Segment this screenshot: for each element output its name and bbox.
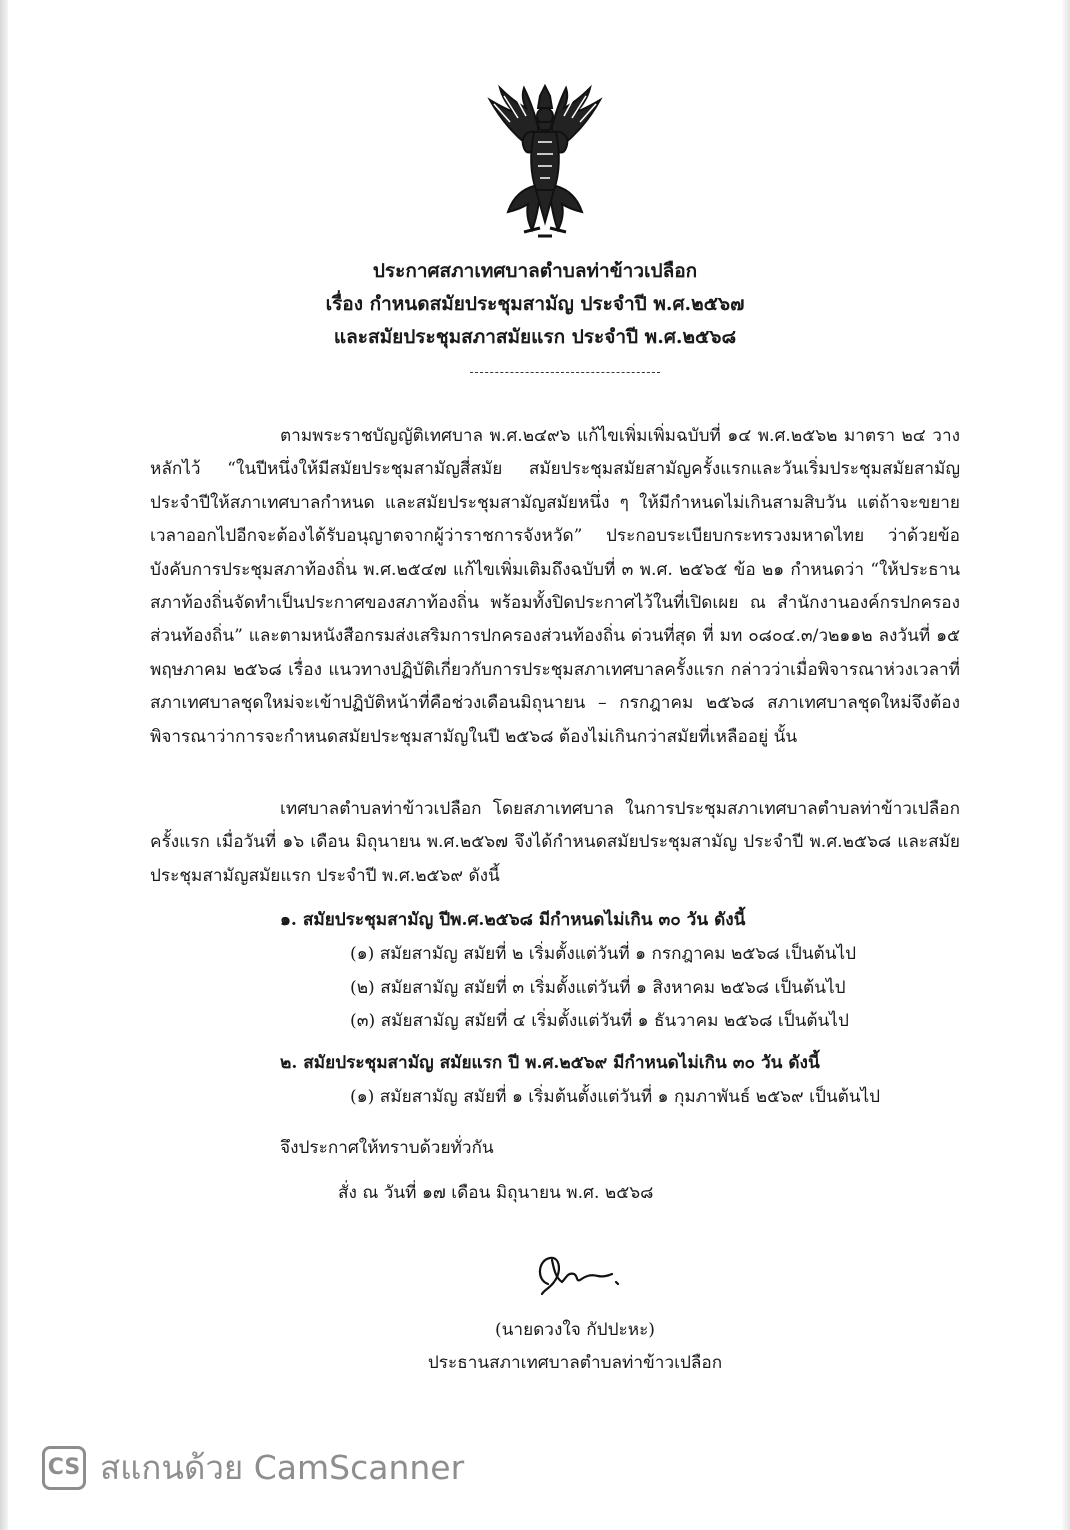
watermark-text: สแกนด้วย CamScanner	[100, 1448, 465, 1487]
section-2-item-1: (๑) สมัยสามัญ สมัยที่ ๑ เริ่มต้นตั้งแต่วันที่ ๑ กุมภาพันธ์ ๒๕๖๙ เป็นต้นไป	[350, 1087, 881, 1107]
handwritten-signature-icon	[528, 1250, 628, 1296]
scan-edge-left	[0, 0, 8, 1530]
section-1-heading: ๑. สมัยประชุมสามัญ ปีพ.ศ.๒๕๖๘ มีกำหนดไม่เกิน ๓๐ วัน ดังนี้	[280, 910, 746, 930]
camscanner-logo-icon: CS	[42, 1446, 86, 1490]
signer-name: (นายดวงใจ กัปปะหะ)	[494, 1320, 656, 1340]
section-1-item-1: (๑) สมัยสามัญ สมัยที่ ๒ เริ่มตั้งแต่วันที่ ๑ กรกฎาคม ๒๕๖๘ เป็นต้นไป	[350, 944, 857, 964]
section-2-heading: ๒. สมัยประชุมสามัญ สมัยแรก ปี พ.ศ.๒๕๖๙ มีกำหนดไม่เกิน ๓๐ วัน ดังนี้	[280, 1053, 820, 1073]
issue-date: สั่ง ณ วันที่ ๑๗ เดือน มิถุนายน พ.ศ. ๒๕๖๘	[338, 1183, 654, 1203]
signer-position: ประธานสภาเทศบาลตำบลท่าข้าวเปลือก	[427, 1353, 723, 1373]
closing-statement: จึงประกาศให้ทราบด้วยทั่วกัน	[280, 1138, 494, 1158]
body-paragraph-1-text: ตามพระราชบัญญัติเทศบาล พ.ศ.๒๔๙๖ แก้ไขเพิ่มเพิ่มฉบับที่ ๑๔ พ.ศ.๒๕๖๒ มาตรา ๒๔ วางหลักไว้ “ในปีหนึ่งให้มีสมัยประชุมสามัญสี่สมัย สมัยประชุมสมัยสามัญครั้งแรกและวันเริ่มประชุมสมัยสามัญประจำปีให้สภาเทศบาลกำหนด และสมัยประชุมสามัญสมัยหนึ่ง ๆ ให้มีกำหนดไม่เกินสามสิบวัน แต่ถ้าจะขยายเวลาออกไปอีกจะต้องได้รับอนุญาตจากผู้ว่าราชการจังหวัด” ประกอบระเบียบกระทรวงมหาดไทย ว่าด้วยข้อบังคับการประชุมสภาท้องถิ่น พ.ศ.๒๕๔๗ แก้ไขเพิ่มเติมถึงฉบับที่ ๓ พ.ศ. ๒๕๖๕ ข้อ ๒๑ กำหนดว่า “ให้ประธานสภาท้องถิ่นจัดทำเป็นประกาศของสภาท้องถิ่น พร้อมทั้งปิดประกาศไว้ในที่เปิดเผย ณ สำนักงานองค์กรปกครองส่วนท้องถิ่น” และตามหนังสือกรมส่งเสริมการปกครองส่วนท้องถิ่น ด่วนที่สุด ที่ มท ๐๘๐๔.๓/ว๒๑๑๒ ลงวันที่ ๑๕ พฤษภาคม ๒๕๖๘ เรื่อง แนวทางปฏิบัติเกี่ยวกับการประชุมสภาเทศบาลครั้งแรก กล่าวว่าเมื่อพิจารณาห่วงเวลาที่สภาเทศบาลชุดใหม่จะเข้าปฏิบัติหน้าที่คือช่วงเดือนมิถุนายน – กรกฎาคม ๒๕๖๘ สภาเทศบาลชุดใหม่จึงต้องพิจารณาว่าการจะกำหนดสมัยประชุมสามัญในปี ๒๕๖๘ ต้องไม่เกินกว่าสมัยที่เหลืออยู่ นั้น	[150, 426, 960, 747]
body-paragraph-1	[150, 420, 960, 754]
section-1-item-3: (๓) สมัยสามัญ สมัยที่ ๔ เริ่มตั้งแต่วันที่ ๑ ธันวาคม ๒๕๖๘ เป็นต้นไป	[350, 1011, 849, 1031]
body-paragraph-2	[150, 793, 960, 893]
heading-line-2: เรื่อง กำหนดสมัยประชุมสามัญ ประจำปี พ.ศ.๒๕๖๗	[325, 293, 745, 315]
scan-edge-right	[1062, 0, 1070, 1530]
heading-line-1: ประกาศสภาเทศบาลตำบลท่าข้าวเปลือก	[372, 260, 698, 282]
section-1-item-2: (๒) สมัยสามัญ สมัยที่ ๓ เริ่มตั้งแต่วันที่ ๑ สิงหาคม ๒๕๖๘ เป็นต้นไป	[350, 978, 846, 998]
heading-divider	[470, 372, 660, 373]
garuda-emblem-icon	[480, 82, 610, 240]
body-paragraph-2-text: เทศบาลตำบลท่าข้าวเปลือก โดยสภาเทศบาล ในการประชุมสภาเทศบาลตำบลท่าข้าวเปลือก ครั้งแรก เมื่อวันที่ ๑๖ เดือน มิถุนายน พ.ศ.๒๕๖๗ จึงได้กำหนดสมัยประชุมสามัญ ประจำปี พ.ศ.๒๕๖๘ และสมัยประชุมสามัญสมัยแรก ประจำปี พ.ศ.๒๕๖๙ ดังนี้	[150, 799, 960, 886]
heading-line-3: และสมัยประชุมสภาสมัยแรก ประจำปี พ.ศ.๒๕๖๘	[333, 326, 737, 348]
